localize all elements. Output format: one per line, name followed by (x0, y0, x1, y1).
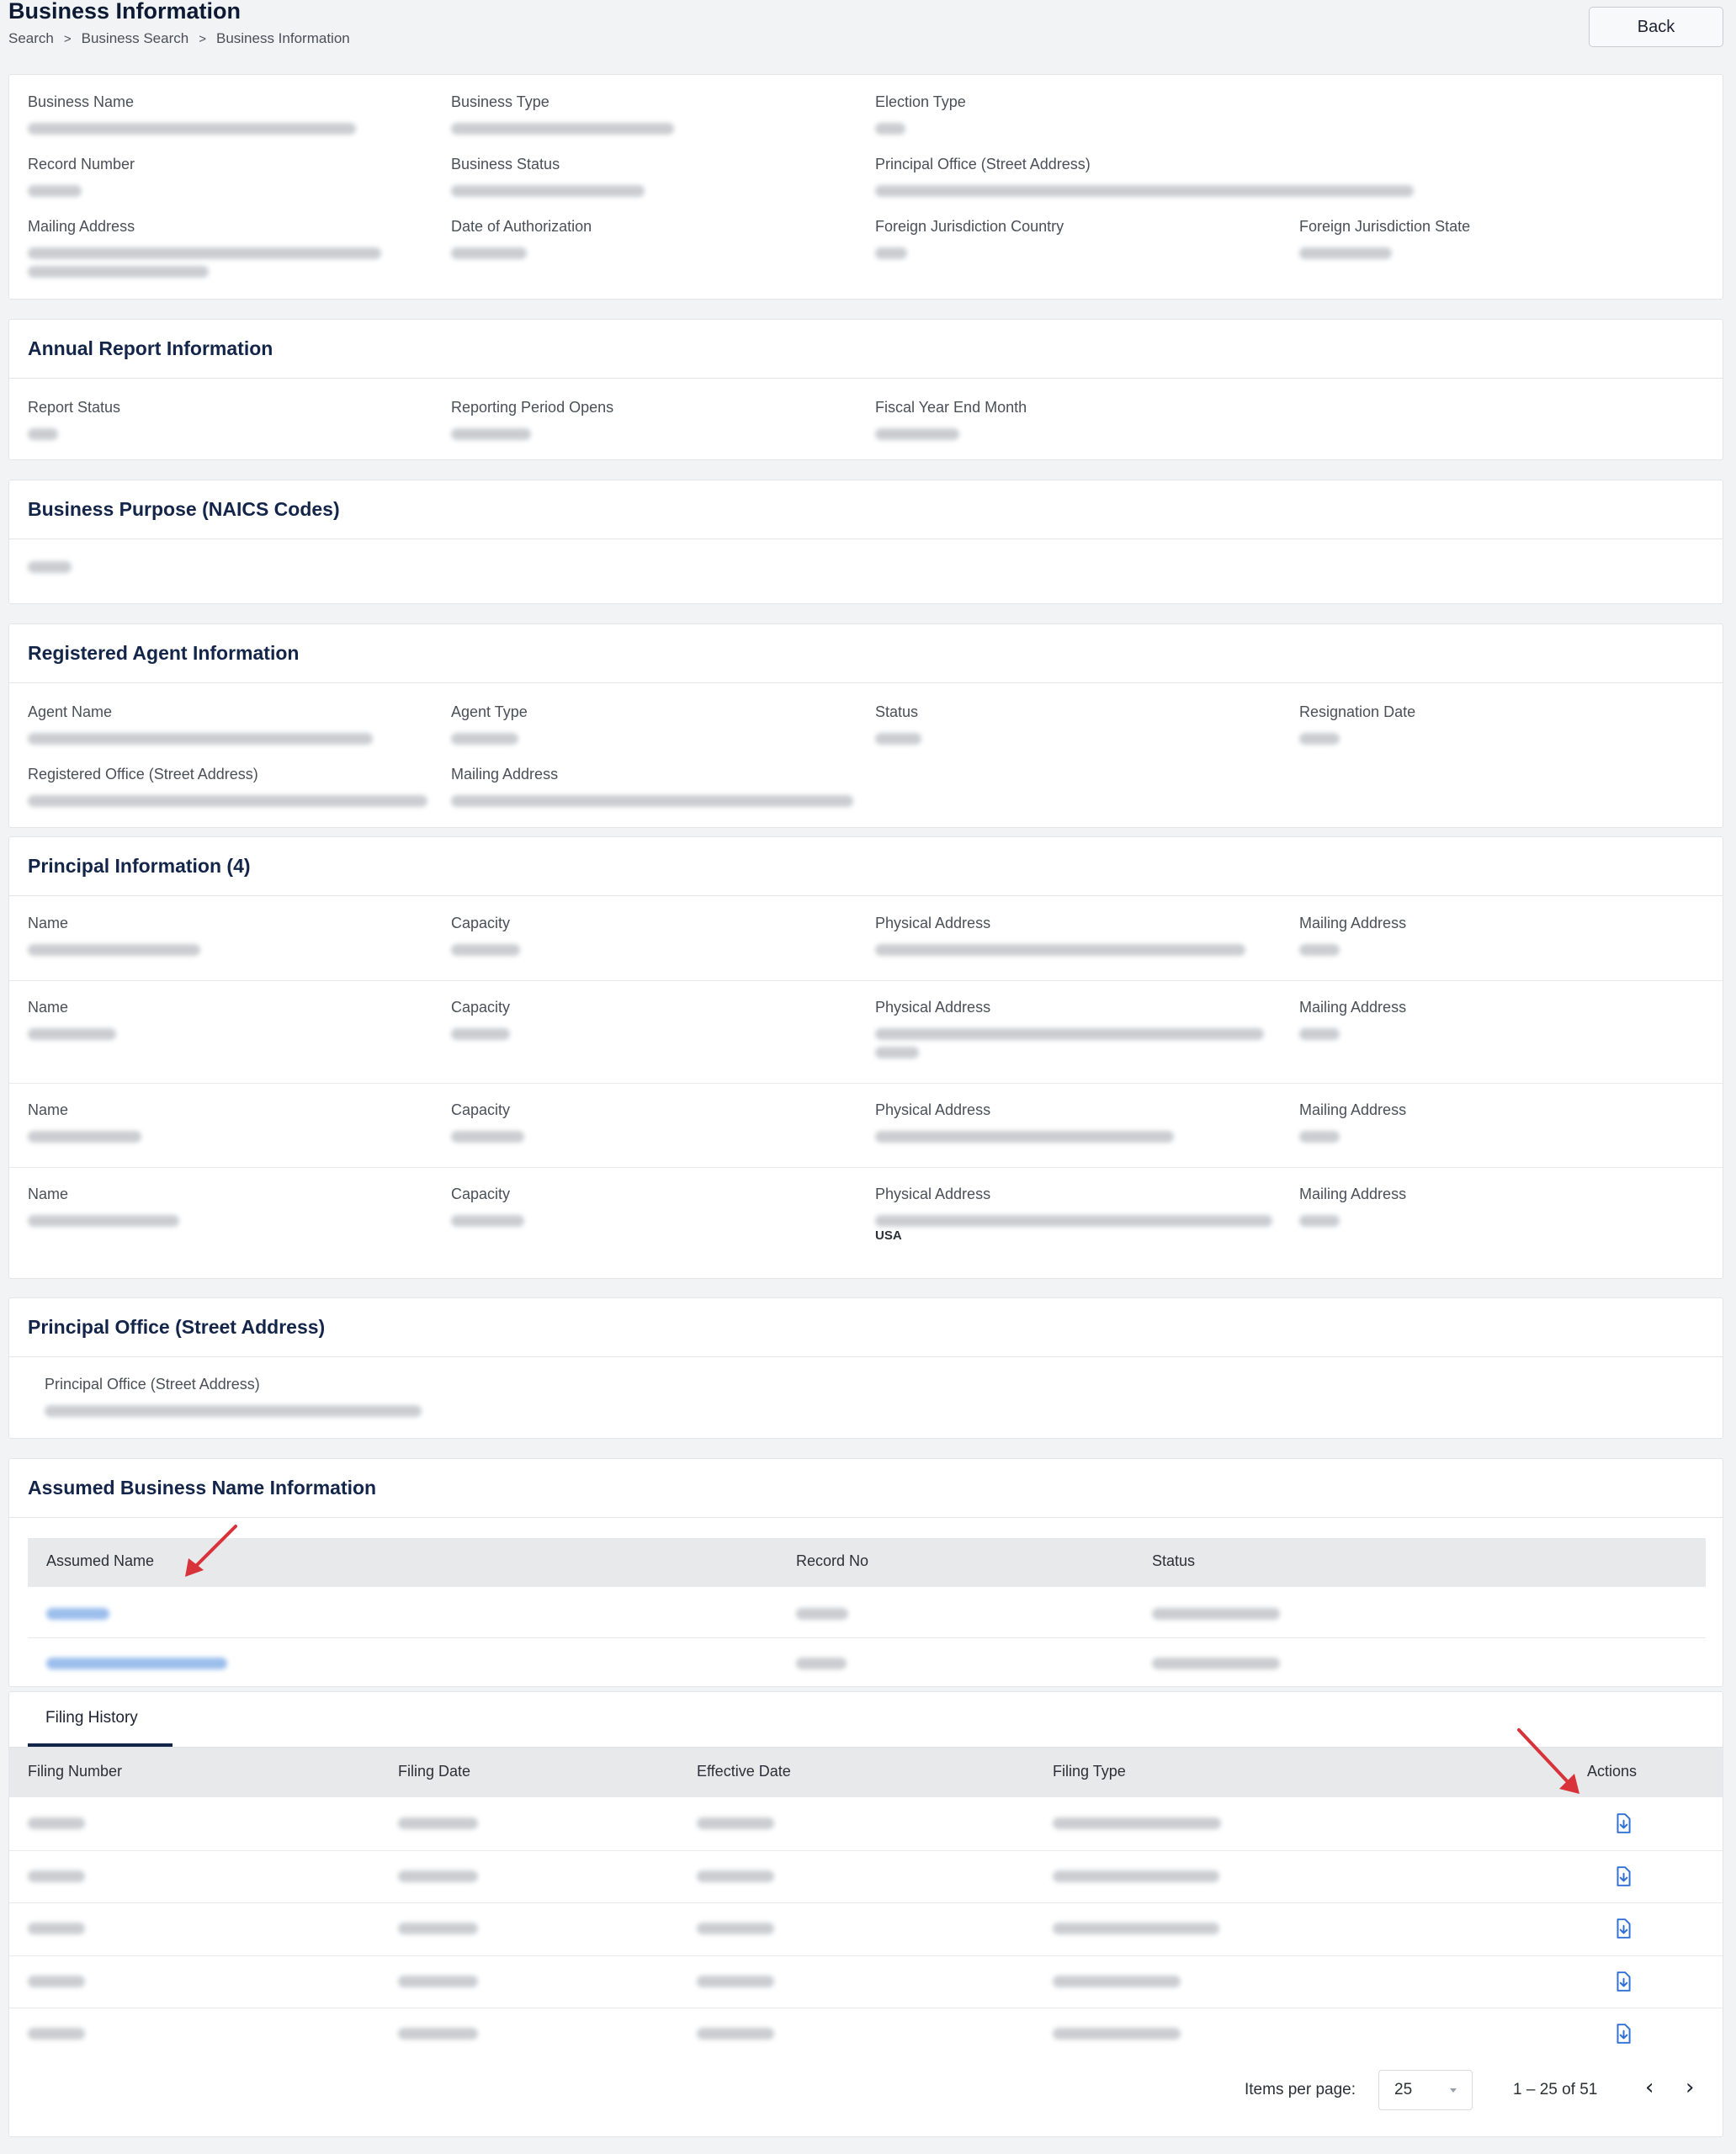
principal-capacity-field (451, 915, 520, 956)
assumed-name-link[interactable] (46, 1658, 227, 1669)
file-download-icon[interactable] (1612, 1812, 1634, 1834)
registered-agent-card (8, 623, 1723, 828)
registered-office-value (28, 795, 427, 807)
reporting-period-label: Reporting Period Opens (451, 399, 614, 416)
principal-physical-line1 (875, 1215, 1272, 1227)
agent-mailing-label: Mailing Address (451, 766, 559, 783)
pagination-range: 1 – 25 of 51 (1513, 2081, 1598, 2098)
election-type-field (875, 93, 966, 135)
principal-physical-label: Physical Address (875, 1101, 991, 1118)
principal-physical-field (875, 915, 1245, 956)
business-status-field (451, 156, 645, 197)
date-of-authorization-label: Date of Authorization (451, 218, 592, 235)
col-filing-date[interactable]: Filing Date (398, 1763, 471, 1780)
agent-name-value (28, 733, 373, 745)
resignation-date-value (1299, 733, 1340, 745)
registered-office-label: Registered Office (Street Address) (28, 766, 258, 783)
resignation-date-field (1299, 703, 1415, 745)
principal-name-value (28, 1028, 116, 1040)
resignation-date-label: Resignation Date (1299, 703, 1416, 720)
date-of-authorization-field (451, 218, 592, 259)
principal-capacity-field (451, 1101, 524, 1143)
principal-name-value (28, 1131, 141, 1143)
filing-date-value (398, 1976, 478, 1987)
col-actions: Actions (1587, 1763, 1638, 1780)
filing-type-value (1053, 2028, 1181, 2040)
filing-date-value (398, 1817, 478, 1829)
mailing-address-line1 (28, 247, 381, 259)
date-of-authorization-value (451, 247, 527, 259)
col-status[interactable]: Status (1152, 1552, 1196, 1569)
agent-name-field (28, 703, 373, 745)
registered-office-field (28, 766, 427, 807)
filing-number-value (28, 1976, 85, 1987)
foreign-state-label: Foreign Jurisdiction State (1299, 218, 1471, 235)
mailing-address-label: Mailing Address (28, 218, 135, 235)
principal-capacity-label: Capacity (451, 999, 511, 1016)
principal-office-title: Principal Office (Street Address) (9, 1298, 1723, 1357)
principal-physical-value (875, 1131, 1174, 1143)
agent-status-label: Status (875, 703, 919, 720)
principal-physical-label: Physical Address (875, 915, 991, 931)
principal-mailing-label: Mailing Address (1299, 1101, 1407, 1118)
col-filing-number[interactable]: Filing Number (28, 1763, 123, 1780)
record-number-label: Record Number (28, 156, 135, 172)
business-type-value (451, 123, 674, 135)
principal-office-street-field (45, 1376, 422, 1417)
chevron-right-icon: > (199, 31, 206, 46)
principal-capacity-field (451, 999, 510, 1040)
fiscal-year-label: Fiscal Year End Month (875, 399, 1027, 416)
record-number-value (28, 185, 82, 197)
business-status-value (451, 185, 645, 197)
principal-name-field (28, 1101, 141, 1143)
principal-mailing-field (1299, 1186, 1406, 1227)
principal-capacity-field (451, 1186, 524, 1227)
principal-physical-line1 (875, 1028, 1264, 1040)
record-number-field (28, 156, 135, 197)
agent-status-value (875, 733, 921, 745)
principal-office-street-label: Principal Office (Street Address) (45, 1376, 260, 1393)
filing-table-header (9, 1747, 1723, 1797)
principal-mailing-label: Mailing Address (1299, 999, 1407, 1016)
fiscal-year-value (875, 428, 959, 440)
filing-date-value (398, 1923, 478, 1934)
effective-date-value (697, 2028, 774, 2040)
assumed-record-no (796, 1608, 848, 1620)
principal-info-title: Principal Information (4) (9, 837, 1723, 896)
business-info-card (8, 74, 1723, 300)
agent-type-value (451, 733, 518, 745)
principal-physical-label: Physical Address (875, 1186, 991, 1202)
filing-type-value (1053, 1923, 1219, 1934)
principal-capacity-value (451, 1131, 524, 1143)
business-status-label: Business Status (451, 156, 560, 172)
col-filing-type[interactable]: Filing Type (1053, 1763, 1126, 1780)
election-type-value (875, 123, 905, 135)
file-download-icon[interactable] (1612, 2023, 1634, 2045)
back-button[interactable]: Back (1589, 7, 1723, 47)
assumed-names-title: Assumed Business Name Information (9, 1459, 1723, 1518)
effective-date-value (697, 1817, 774, 1829)
items-per-page-select[interactable] (1378, 2070, 1473, 2110)
principal-mailing-field (1299, 999, 1406, 1040)
principal-capacity-value (451, 1028, 510, 1040)
foreign-state-field (1299, 218, 1470, 259)
effective-date-value (697, 1923, 774, 1934)
business-name-label: Business Name (28, 93, 135, 110)
effective-date-value (697, 1870, 774, 1882)
principal-office-street-value (45, 1405, 422, 1417)
items-per-page-value: 25 (1394, 2081, 1413, 2098)
col-record-no[interactable]: Record No (796, 1552, 869, 1569)
reporting-period-field (451, 399, 613, 440)
principal-office-card (8, 1297, 1723, 1439)
business-purpose-title: Business Purpose (NAICS Codes) (9, 480, 1723, 539)
business-type-label: Business Type (451, 93, 549, 110)
principal-name-field (28, 1186, 179, 1227)
principal-mailing-label: Mailing Address (1299, 1186, 1407, 1202)
assumed-status (1152, 1608, 1280, 1620)
file-download-icon[interactable] (1612, 1865, 1634, 1887)
foreign-state-value (1299, 247, 1392, 259)
naics-codes-field (28, 561, 72, 577)
principal-physical-country: USA (875, 1228, 902, 1243)
annual-report-card (8, 319, 1723, 460)
business-purpose-card (8, 480, 1723, 604)
principal-physical-line2 (875, 1047, 919, 1058)
breadcrumb (8, 30, 350, 47)
principal-mailing-field (1299, 915, 1406, 956)
assumed-record-no (796, 1658, 847, 1669)
filing-number-value (28, 2028, 85, 2040)
principal-mailing-value (1299, 1131, 1340, 1143)
principal-physical-label: Physical Address (875, 999, 991, 1016)
chevron-down-icon (1450, 2088, 1457, 2093)
filing-type-value (1053, 1976, 1181, 1987)
filing-number-value (28, 1923, 85, 1934)
chevron-right-icon[interactable]: › (1686, 2075, 1695, 2100)
agent-name-label: Agent Name (28, 703, 113, 720)
agent-mailing-field (451, 766, 853, 807)
assumed-status (1152, 1658, 1280, 1669)
annual-report-title: Annual Report Information (9, 320, 1723, 379)
assumed-names-card (8, 1458, 1723, 1687)
breadcrumb-current: Business Information (215, 30, 350, 46)
report-status-value (28, 428, 58, 440)
foreign-country-label: Foreign Jurisdiction Country (875, 218, 1064, 235)
reporting-period-value (451, 428, 531, 440)
principal-name-value (28, 1215, 179, 1227)
principal-mailing-value (1299, 944, 1340, 956)
fiscal-year-field (875, 399, 1027, 440)
breadcrumb-search[interactable]: Search (8, 30, 54, 46)
col-effective-date[interactable]: Effective Date (697, 1763, 791, 1780)
agent-status-field (875, 703, 921, 745)
assumed-table-header (28, 1538, 1706, 1587)
chevron-right-icon: > (63, 31, 72, 46)
foreign-country-value (875, 247, 907, 259)
filing-type-value (1053, 1870, 1219, 1882)
agent-type-field (451, 703, 528, 745)
principal-capacity-label: Capacity (451, 915, 511, 931)
items-per-page-label: Items per page: (1245, 2081, 1356, 2098)
filing-number-value (28, 1817, 85, 1829)
agent-type-label: Agent Type (451, 703, 528, 720)
effective-date-value (697, 1976, 774, 1987)
tab-filing-history[interactable]: Filing History (45, 1709, 138, 1727)
principal-physical-field (875, 1186, 1272, 1243)
principal-physical-field (875, 999, 1264, 1058)
foreign-country-field (875, 218, 1064, 259)
file-download-icon[interactable] (1612, 1918, 1634, 1939)
naics-codes-value (28, 561, 72, 573)
principal-office-label: Principal Office (Street Address) (875, 156, 1091, 172)
principal-capacity-value (451, 1215, 524, 1227)
agent-mailing-value (451, 795, 853, 807)
election-type-label: Election Type (875, 93, 966, 110)
report-status-field (28, 399, 120, 440)
principal-capacity-label: Capacity (451, 1186, 511, 1202)
report-status-label: Report Status (28, 399, 121, 416)
principal-office-value (875, 185, 1414, 197)
principal-info-card (8, 836, 1723, 1279)
filing-date-value (398, 2028, 478, 2040)
business-name-value (28, 123, 356, 135)
principal-office-field (875, 156, 1414, 197)
col-assumed-name[interactable]: Assumed Name (46, 1552, 155, 1569)
principal-name-label: Name (28, 999, 69, 1016)
mailing-address-line2 (28, 266, 209, 278)
principal-name-field (28, 999, 116, 1040)
principal-name-value (28, 944, 200, 956)
assumed-name-link[interactable] (46, 1608, 109, 1620)
filing-date-value (398, 1870, 478, 1882)
principal-name-label: Name (28, 915, 69, 931)
chevron-left-icon[interactable]: ‹ (1645, 2075, 1654, 2100)
registered-agent-title: Registered Agent Information (9, 624, 1723, 683)
principal-mailing-label: Mailing Address (1299, 915, 1407, 931)
mailing-address-field (28, 218, 381, 278)
breadcrumb-business-search[interactable]: Business Search (81, 30, 189, 46)
principal-name-label: Name (28, 1101, 69, 1118)
principal-name-field (28, 915, 200, 956)
business-name-field (28, 93, 356, 135)
file-download-icon[interactable] (1612, 1971, 1634, 1992)
business-type-field (451, 93, 674, 135)
filing-number-value (28, 1870, 85, 1882)
page-title: Business Information (8, 0, 242, 24)
principal-name-label: Name (28, 1186, 69, 1202)
filing-type-value (1053, 1817, 1221, 1829)
principal-mailing-value (1299, 1028, 1340, 1040)
principal-mailing-value (1299, 1215, 1340, 1227)
principal-physical-value (875, 944, 1245, 956)
principal-physical-field (875, 1101, 1174, 1143)
principal-capacity-label: Capacity (451, 1101, 511, 1118)
principal-capacity-value (451, 944, 520, 956)
principal-mailing-field (1299, 1101, 1406, 1143)
